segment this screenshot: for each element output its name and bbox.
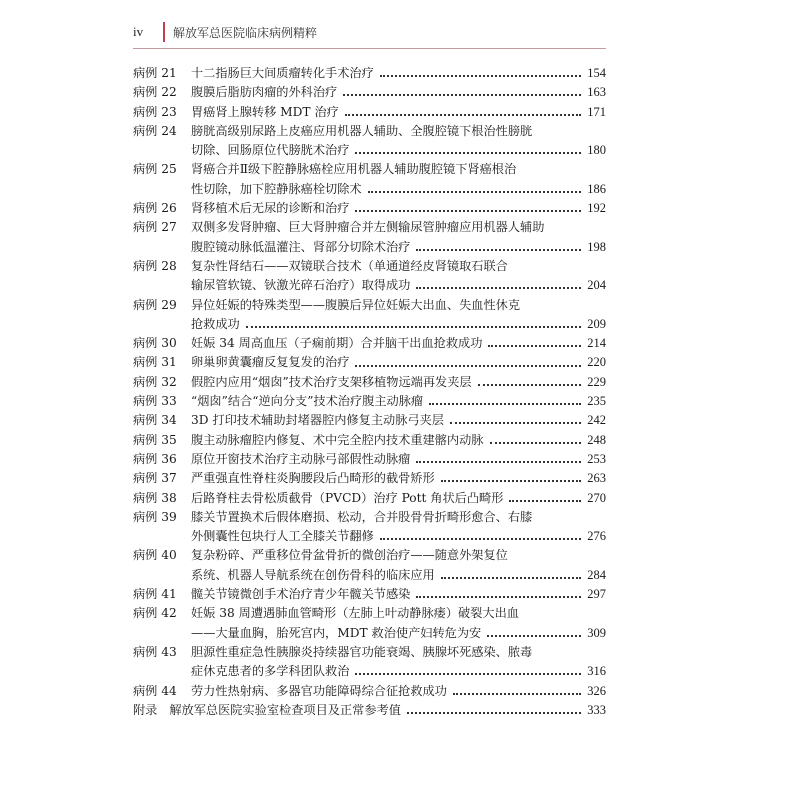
header-divider bbox=[163, 22, 165, 42]
case-label: 病例 24 bbox=[133, 123, 177, 138]
page-ref: 186 bbox=[587, 181, 606, 196]
page-ref: 309 bbox=[587, 625, 606, 640]
page-ref: 171 bbox=[587, 104, 606, 119]
dot-leader bbox=[509, 499, 581, 502]
case-title-line: 髋关节镜微创手术治疗青少年髋关节感染 bbox=[191, 587, 411, 602]
toc-entry[interactable] bbox=[133, 643, 606, 682]
dot-leader bbox=[380, 537, 581, 540]
case-title-line: 肾移植术后无尿的诊断和治疗 bbox=[191, 201, 350, 216]
dot-leader bbox=[429, 402, 581, 405]
case-label: 病例 33 bbox=[133, 394, 177, 409]
case-title-line: 劳力性热射病、多器官功能障碍综合征抢救成功 bbox=[191, 683, 447, 698]
case-title-line: 膝关节置换术后假体磨损、松动，合并股骨骨折畸形愈合、右膝 bbox=[191, 509, 533, 524]
page-number: iv bbox=[133, 24, 144, 39]
book-title: 解放军总医院临床病例精粹 bbox=[173, 26, 318, 40]
toc-entry[interactable] bbox=[133, 546, 606, 585]
page-ref: 297 bbox=[587, 587, 606, 602]
dot-leader bbox=[345, 113, 581, 116]
case-label: 病例 25 bbox=[133, 162, 177, 177]
case-label: 病例 39 bbox=[133, 509, 177, 524]
case-title-line: 胃癌肾上腺转移 MDT 治疗 bbox=[191, 104, 339, 119]
case-title-line: 卵巢卵黄囊瘤反复复发的治疗 bbox=[191, 355, 350, 370]
toc-entry[interactable] bbox=[133, 682, 606, 701]
case-label: 病例 34 bbox=[133, 413, 177, 428]
case-label: 病例 35 bbox=[133, 432, 177, 447]
dot-leader bbox=[355, 364, 581, 367]
toc-entry[interactable] bbox=[133, 604, 606, 643]
case-title-line: 异位妊娠的特殊类型——腹膜后异位妊娠大出血、失血性休克 bbox=[191, 297, 521, 312]
toc-entry[interactable] bbox=[133, 64, 606, 83]
dot-leader bbox=[450, 421, 581, 424]
case-title-line: “烟囱”结合“逆向分支”技术治疗腹主动脉瘤 bbox=[191, 394, 424, 409]
toc-entry[interactable] bbox=[133, 469, 606, 488]
page-ref: 163 bbox=[587, 85, 606, 100]
page-ref: 326 bbox=[587, 683, 606, 698]
case-label: 病例 27 bbox=[133, 220, 177, 235]
case-title-line: 原位开窗技术治疗主动脉弓部假性动脉瘤 bbox=[191, 451, 411, 466]
page-ref: 220 bbox=[587, 355, 606, 370]
dot-leader bbox=[441, 479, 582, 482]
dot-leader bbox=[416, 248, 581, 251]
case-label: 病例 42 bbox=[133, 606, 177, 621]
page-ref: 333 bbox=[587, 702, 606, 717]
page-ref: 214 bbox=[587, 336, 606, 351]
case-title-line: 性切除，加下腔静脉癌栓切除术 bbox=[191, 181, 362, 196]
toc-entry[interactable] bbox=[133, 585, 606, 604]
page-ref: 154 bbox=[587, 66, 606, 80]
table-of-contents bbox=[133, 64, 606, 720]
page-ref: 229 bbox=[587, 374, 606, 389]
case-title-line: 妊娠 38 周遭遇肺血管畸形（左肺上叶动静脉瘘）破裂大出血 bbox=[191, 606, 519, 621]
page-ref: 270 bbox=[587, 490, 606, 505]
page-ref: 192 bbox=[587, 201, 606, 216]
case-label: 病例 26 bbox=[133, 201, 177, 216]
toc-entry[interactable] bbox=[133, 257, 606, 296]
dot-leader bbox=[368, 190, 582, 193]
page-ref: 284 bbox=[587, 567, 606, 582]
case-label: 病例 44 bbox=[133, 683, 177, 698]
case-label: 病例 37 bbox=[133, 471, 177, 486]
case-label: 病例 40 bbox=[133, 548, 177, 563]
toc-entry[interactable] bbox=[133, 373, 606, 392]
case-label: 病例 32 bbox=[133, 374, 177, 389]
toc-entry[interactable] bbox=[133, 411, 606, 430]
dot-leader bbox=[416, 595, 581, 598]
case-label: 病例 28 bbox=[133, 258, 177, 273]
case-title-line: 假腔内应用“烟囱”技术治疗支架移植物远端再发夹层 bbox=[191, 374, 472, 389]
toc-entry[interactable] bbox=[133, 431, 606, 450]
dot-leader bbox=[380, 74, 581, 77]
page-ref: 235 bbox=[587, 394, 606, 409]
toc-entry[interactable] bbox=[133, 392, 606, 411]
dot-leader bbox=[407, 711, 581, 714]
case-label: 病例 38 bbox=[133, 490, 177, 505]
case-title-line: 复杂性肾结石——双镜联合技术（单通道经皮肾镜取石联合 bbox=[191, 258, 508, 273]
dot-leader bbox=[343, 93, 581, 96]
page-ref: 204 bbox=[587, 278, 606, 293]
dot-leader bbox=[416, 286, 581, 289]
case-label: 病例 30 bbox=[133, 336, 177, 351]
dot-leader bbox=[490, 441, 582, 444]
dot-leader bbox=[355, 672, 581, 675]
toc-entry[interactable] bbox=[133, 450, 606, 469]
toc-entry[interactable] bbox=[133, 296, 606, 335]
page-ref: 209 bbox=[587, 316, 606, 331]
case-title-line: 腹膜后脂肪肉瘤的外科治疗 bbox=[191, 85, 338, 100]
dot-leader bbox=[441, 576, 582, 579]
dot-leader bbox=[246, 325, 582, 328]
case-title-line: 双侧多发肾肿瘤、巨大肾肿瘤合并左侧输尿管肿瘤应用机器人辅助 bbox=[191, 220, 545, 235]
dot-leader bbox=[453, 692, 581, 695]
toc-entry[interactable] bbox=[133, 353, 606, 372]
page-ref: 180 bbox=[587, 143, 606, 158]
appendix-label: 附录 bbox=[133, 702, 158, 717]
toc-entry[interactable] bbox=[133, 199, 606, 218]
page-ref: 198 bbox=[587, 239, 606, 254]
page-ref: 248 bbox=[587, 432, 606, 447]
case-title-line: 肾癌合并Ⅱ级下腔静脉癌栓应用机器人辅助腹腔镜下肾癌根治 bbox=[191, 162, 517, 177]
case-title-line: 外侧囊性包块行人工全膝关节翻修 bbox=[191, 529, 374, 544]
toc-entry[interactable] bbox=[133, 218, 606, 257]
case-label: 病例 36 bbox=[133, 451, 177, 466]
dot-leader bbox=[488, 344, 581, 347]
case-label: 病例 29 bbox=[133, 297, 177, 312]
appendix-title: 解放军总医院实验室检查项目及正常参考值 bbox=[169, 702, 401, 717]
case-title-line: 十二指肠巨大间质瘤转化手术治疗 bbox=[191, 66, 374, 80]
case-title-line: 复杂粉碎、严重移位骨盆骨折的微创治疗——随意外架复位 bbox=[191, 548, 508, 563]
case-title-line: 症休克患者的多学科团队救治 bbox=[191, 664, 350, 679]
case-title-line: 切除、回肠原位代膀胱术治疗 bbox=[191, 143, 350, 158]
page-ref: 253 bbox=[587, 451, 606, 466]
case-title-line: 系统、机器人导航系统在创伤骨科的临床应用 bbox=[191, 567, 435, 582]
case-title-line: 严重强直性脊柱炎胸腰段后凸畸形的截骨矫形 bbox=[191, 471, 435, 486]
case-label: 病例 31 bbox=[133, 355, 177, 370]
page-ref: 276 bbox=[587, 529, 606, 544]
toc-entry[interactable] bbox=[133, 334, 606, 353]
running-header bbox=[133, 22, 606, 49]
case-label: 病例 43 bbox=[133, 644, 177, 659]
dot-leader bbox=[478, 383, 582, 386]
case-label: 病例 23 bbox=[133, 104, 177, 119]
toc-entry[interactable] bbox=[133, 122, 606, 161]
dot-leader bbox=[355, 209, 581, 212]
case-title-line: 膀胱高级别尿路上皮癌应用机器人辅助、全腹腔镜下根治性膀胱 bbox=[191, 123, 533, 138]
dot-leader bbox=[487, 634, 581, 637]
toc-entry[interactable] bbox=[133, 508, 606, 547]
case-title-line: 3D 打印技术辅助封堵器腔内修复主动脉弓夹层 bbox=[191, 413, 444, 428]
toc-entry[interactable] bbox=[133, 160, 606, 199]
case-title-line: 输尿管软镜、钬激光碎石治疗）取得成功 bbox=[191, 278, 411, 293]
toc-entry[interactable] bbox=[133, 103, 606, 122]
case-label: 病例 41 bbox=[133, 587, 177, 602]
toc-entry[interactable] bbox=[133, 83, 606, 102]
case-label: 病例 22 bbox=[133, 85, 177, 100]
case-title-line: ——大量血胸，胎死宫内，MDT 救治使产妇转危为安 bbox=[191, 625, 482, 640]
case-title-line: 后路脊柱去骨松质截骨（PVCD）治疗 Pott 角状后凸畸形 bbox=[191, 490, 504, 505]
case-title-line: 腹主动脉瘤腔内修复、术中完全腔内技术重建髂内动脉 bbox=[191, 432, 484, 447]
case-label: 病例 21 bbox=[133, 66, 177, 80]
page-ref: 263 bbox=[587, 471, 606, 486]
dot-leader bbox=[416, 460, 581, 463]
page-ref: 316 bbox=[587, 664, 606, 679]
page-ref: 242 bbox=[587, 413, 606, 428]
case-title-line: 胆源性重症急性胰腺炎持续器官功能衰竭、胰腺坏死感染、脓毒 bbox=[191, 644, 533, 659]
dot-leader bbox=[355, 151, 581, 154]
case-title-line: 妊娠 34 周高血压（子痫前期）合并脑干出血抢救成功 bbox=[191, 336, 483, 351]
toc-entry[interactable] bbox=[133, 489, 606, 508]
case-title-line: 抢救成功 bbox=[191, 316, 240, 331]
toc-entry-appendix[interactable] bbox=[133, 701, 606, 720]
case-title-line: 腹腔镜动脉低温灌注、肾部分切除术治疗 bbox=[191, 239, 411, 254]
